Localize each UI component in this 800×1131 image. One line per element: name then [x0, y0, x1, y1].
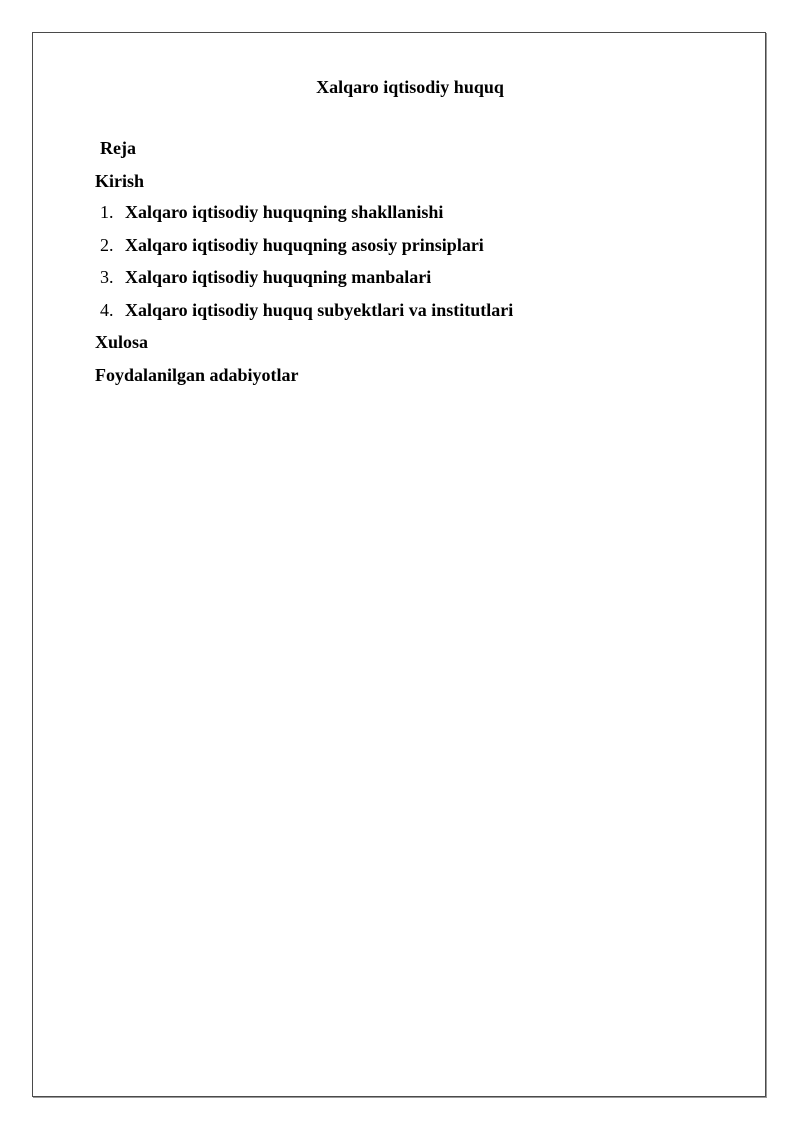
- toc-item-text: Xalqaro iqtisodiy huquq subyektlari va institutlari: [125, 299, 514, 320]
- intro-heading: Kirish: [95, 171, 145, 191]
- toc-item-number: 4.: [100, 299, 114, 320]
- toc-item-text: Xalqaro iqtisodiy huquqning asosiy prinsiplari: [125, 234, 484, 255]
- toc-item-number: 1.: [100, 202, 114, 222]
- plan-heading: Reja: [100, 138, 136, 158]
- references-heading: Foydalanilgan adabiyotlar: [95, 365, 299, 385]
- conclusion-heading: Xulosa: [95, 332, 149, 352]
- document-title: Xalqaro iqtisodiy huquq: [316, 77, 504, 97]
- toc-item-text: Xalqaro iqtisodiy huquqning manbalari: [125, 267, 432, 287]
- toc-item-number: 3.: [100, 267, 114, 287]
- toc-item-text: Xalqaro iqtisodiy huquqning shakllanishi: [125, 202, 444, 222]
- toc-item-number: 2.: [100, 234, 114, 255]
